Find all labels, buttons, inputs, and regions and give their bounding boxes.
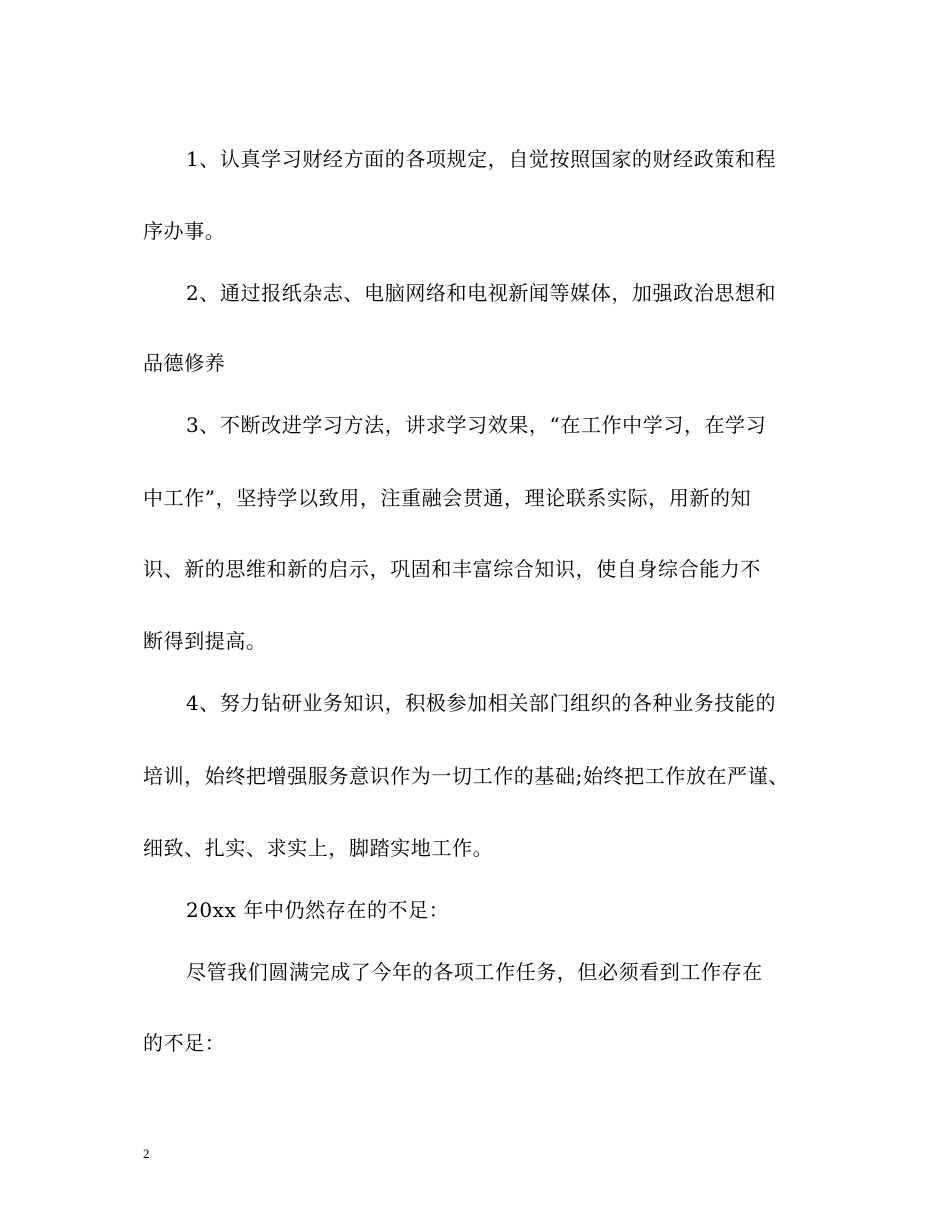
paragraph-1-line-1: 1、认真学习财经方面的各项规定，自觉按照国家的财经政策和程	[186, 147, 777, 171]
paragraph-3-line-1: 3、不断改进学习方法，讲求学习效果，“在工作中学习，在学习	[186, 413, 767, 437]
section-heading-shortcomings: 20xx 年中仍然存在的不足：	[186, 898, 450, 922]
page-number: 2	[143, 1146, 150, 1161]
paragraph-3-line-4: 断得到提高。	[143, 629, 267, 653]
paragraph-3-line-2: 中工作”，坚持学以致用，注重融会贯通，理论联系实际，用新的知	[143, 486, 752, 510]
paragraph-3-line-3: 识、新的思维和新的启示，巩固和丰富综合知识，使自身综合能力不	[143, 557, 761, 581]
paragraph-1-line-2: 序办事。	[143, 219, 226, 243]
paragraph-4-line-3: 细致、扎实、求实上，脚踏实地工作。	[143, 836, 494, 860]
paragraph-5-line-1: 尽管我们圆满完成了今年的各项工作任务，但必须看到工作存在	[186, 960, 763, 984]
paragraph-5-line-2: 的不足：	[143, 1031, 226, 1055]
paragraph-2-line-1: 2、通过报纸杂志、电脑网络和电视新闻等媒体，加强政治思想和	[186, 281, 777, 305]
paragraph-2-line-2: 品德修养	[143, 351, 226, 375]
paragraph-4-line-2: 培训，始终把增强服务意识作为一切工作的基础;始终把工作放在严谨、	[143, 764, 789, 788]
paragraph-4-line-1: 4、努力钻研业务知识，积极参加相关部门组织的各种业务技能的	[186, 691, 777, 715]
